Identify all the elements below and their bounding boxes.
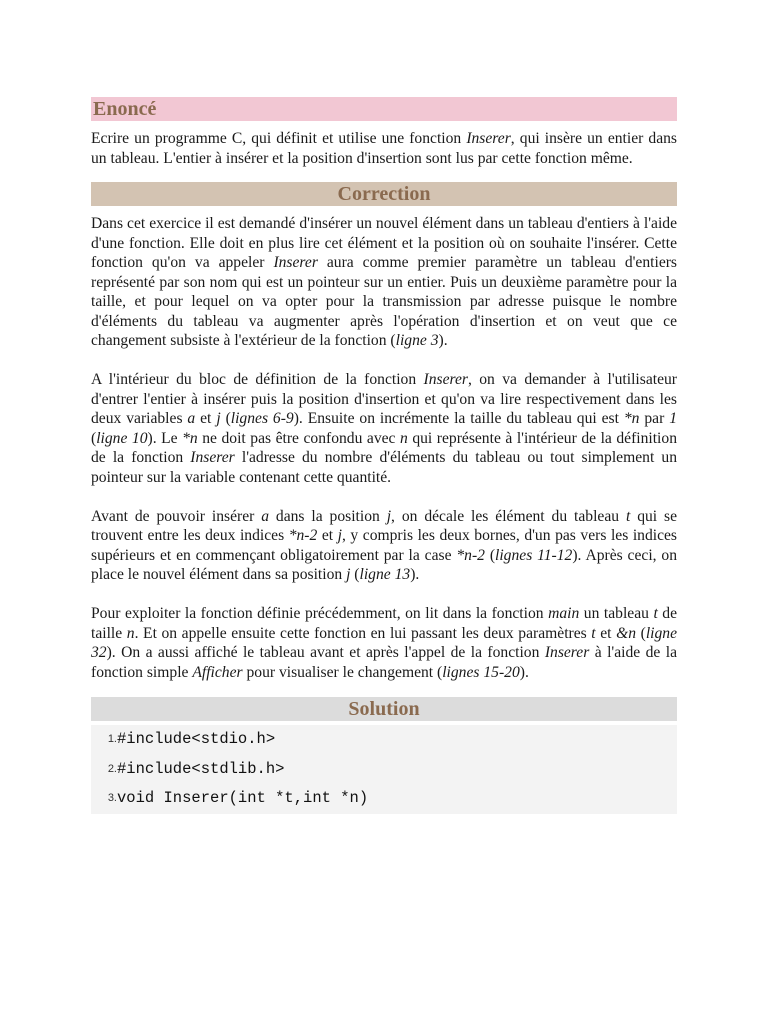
text-run: et [595, 624, 617, 642]
italic-term: ligne 32 [91, 624, 677, 661]
italic-term: Inserer [190, 449, 235, 466]
text-run: l'adresse du nombre d'éléments du tableau ou tout simplement un pointeur sur la variable contenant cette quantité. [91, 449, 677, 486]
italic-term: Afficher [192, 663, 243, 681]
italic-term: ligne 13 [359, 566, 411, 583]
text-run: ( [350, 566, 360, 583]
italic-term: lignes 11-12 [495, 546, 573, 564]
code-line [91, 725, 677, 755]
text-run: dans la position [269, 507, 387, 525]
correction-paragraph [91, 507, 677, 585]
content-column [91, 97, 677, 814]
code-line [91, 784, 677, 814]
italic-term: j [216, 410, 221, 427]
italic-term: Inserer [466, 130, 511, 147]
italic-term: &n [616, 624, 637, 642]
code-text: #include<stdio.h> [117, 730, 276, 748]
text-run: , qui insère un entier dans un tableau. L'entier à insérer et la position d'insertion sont lus par cette fonction même. [91, 130, 677, 167]
italic-term: t [653, 605, 658, 622]
text-run: , on décale les élément du tableau [391, 507, 626, 525]
italic-term: *n [623, 410, 640, 427]
italic-term: a [261, 507, 269, 525]
text-run: ). Après ceci, on place le nouvel élément dans sa position [91, 546, 678, 583]
text-run: qui représente à l'intérieur de la définition de la fonction [91, 429, 677, 466]
text-run: ( [484, 546, 496, 564]
italic-term: *n-2 [288, 527, 318, 544]
text-run: Ecrire un programme C, qui définit et utilise une fonction [91, 130, 467, 147]
italic-term: ligne 3 [395, 332, 439, 349]
code-text: void Inserer(int *t,int *n) [117, 789, 369, 807]
italic-term: j [337, 527, 342, 544]
italic-term: j [346, 566, 351, 583]
text-run: , y compris les deux bornes, d'un pas vers les indices supérieurs et en commençant obligatoirement par la case [91, 527, 677, 564]
text-run: . Et on appelle ensuite cette fonction en lui passant les deux paramètres [134, 624, 592, 642]
text-run: à l'aide de la fonction simple [91, 644, 677, 681]
text-run: Avant de pouvoir insérer [91, 507, 262, 525]
text-run: et [317, 527, 338, 544]
text-run: ). [410, 566, 420, 583]
text-run: ). [438, 332, 448, 349]
text-run: A l'intérieur du bloc de définition de la fonction [91, 371, 424, 388]
text-run: ( [636, 624, 646, 642]
italic-term: Inserer [423, 371, 468, 388]
text-run: ne doit pas être confondu avec [197, 429, 401, 447]
italic-term: main [548, 605, 580, 622]
text-run: Pour exploiter la fonction définie précédemment, on lit dans la fonction [91, 605, 549, 622]
text-run: ). Le [147, 429, 183, 447]
italic-term: n [400, 429, 408, 447]
text-run: aura comme premier paramètre un tableau d'entiers représenté par son nom qui est un pointeur sur un entier. Puis un deuxième paramètre pour la taille, et pour lequel on va opter pour la transmission par adresse puisque le nombre d'éléments du tableau va augmenter après l'opération d'insertion et on veut que ce changement subsiste à l'extérieur de la fonction ( [91, 254, 677, 349]
correction-heading: Correction [91, 182, 677, 206]
correction-body [91, 214, 677, 682]
text-run: un tableau [579, 605, 654, 622]
text-run: Dans cet exercice il est demandé d'insérer un nouvel élément dans un tableau d'entiers à l'aide d'une fonction. Elle doit en plus lire cet élément et la position où on souhaite l'insérer. Cette fonction qu'on va appeler [91, 215, 677, 271]
code-block [91, 725, 677, 814]
text-run: ( [220, 410, 231, 427]
italic-term: Inserer [544, 644, 590, 661]
text-run: ( [91, 429, 97, 447]
italic-term: *n-2 [456, 546, 485, 564]
italic-term: t [591, 624, 596, 642]
solution-heading: Solution [91, 697, 677, 721]
text-run: ). [519, 663, 529, 681]
text-run: pour visualiser le changement ( [242, 663, 443, 681]
italic-term: t [625, 507, 631, 525]
italic-term: j [386, 507, 392, 525]
text-run: , on va demander à l'utilisateur d'entrer l'entier à insérer puis la position d'insertion et qu'on va lire respectivement dans les deux variables [91, 371, 677, 427]
text-run: et [195, 410, 217, 427]
italic-term: a [187, 410, 196, 427]
text-run: ). Ensuite on incrémente la taille du tableau qui est [293, 410, 624, 427]
correction-paragraph [91, 370, 677, 487]
italic-term: lignes 15-20 [442, 663, 520, 681]
italic-term: 1 [669, 410, 677, 427]
enonce-paragraph [91, 129, 677, 168]
italic-term: *n [182, 429, 198, 447]
code-text: #include<stdlib.h> [117, 759, 285, 778]
text-run: de taille [91, 605, 678, 642]
correction-paragraph [91, 214, 677, 351]
italic-term: ligne 10 [96, 429, 148, 447]
line-number: 2. [107, 762, 117, 775]
text-run: par [639, 410, 670, 427]
italic-term: Inserer [273, 254, 318, 271]
correction-paragraph [91, 604, 677, 682]
italic-term: lignes 6-9 [230, 410, 294, 427]
italic-term: n [126, 624, 135, 642]
enonce-heading: Enoncé [91, 97, 677, 121]
code-line [91, 755, 677, 785]
text-run: ). On a aussi affiché le tableau avant et après l'appel de la fonction [106, 644, 545, 661]
line-number: 1. [107, 733, 117, 745]
line-number: 3. [107, 792, 117, 804]
text-run: qui se trouvent entre les deux indices [91, 507, 678, 544]
